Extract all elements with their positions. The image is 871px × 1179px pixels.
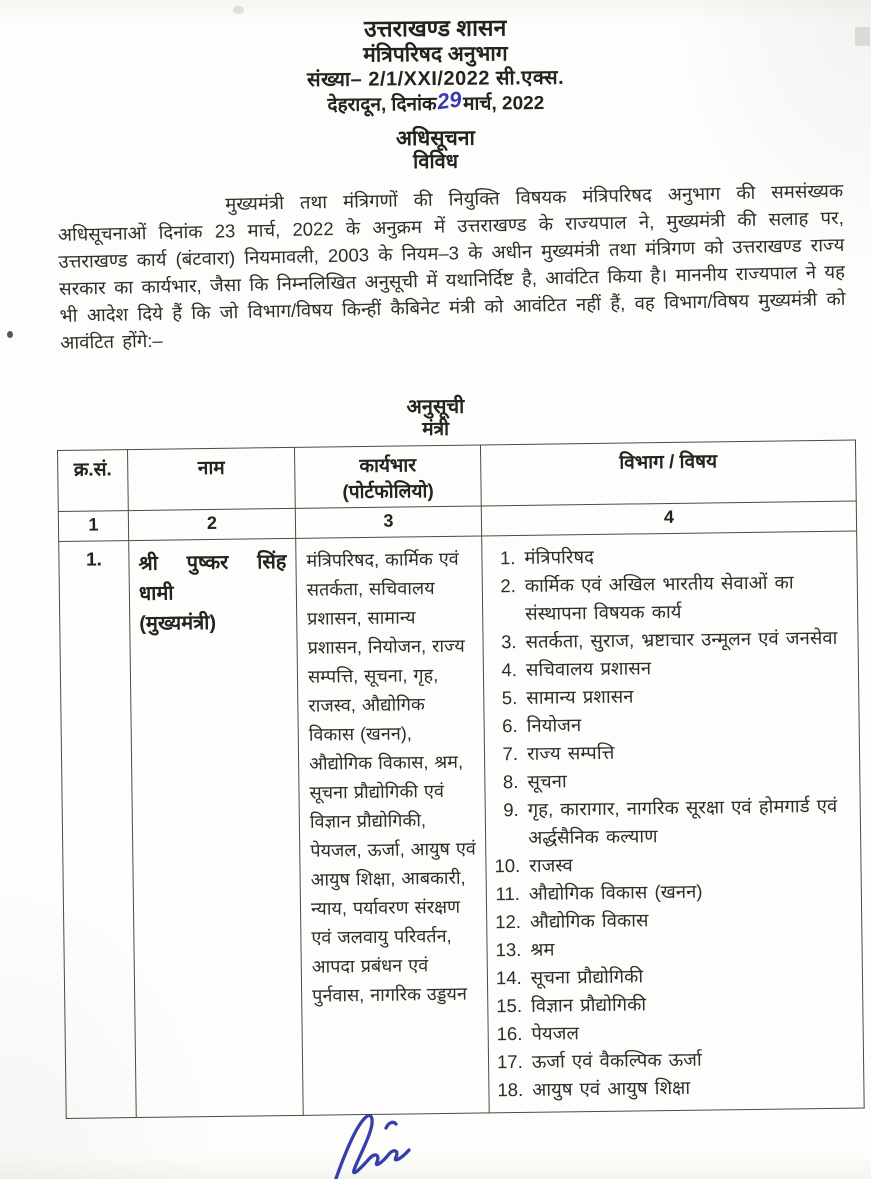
department-item: 5. सामान्य प्रशासन — [501, 685, 634, 709]
header-portfolio-line2: (पोर्टफोलियो) — [342, 481, 434, 504]
header-departments: विभाग / विषय — [480, 440, 856, 506]
notice-title: अधिसूचना — [395, 126, 476, 151]
notice-heading — [0, 124, 871, 177]
place-date-prefix: देहरादून, दिनांक — [327, 93, 437, 116]
table-header-row — [58, 440, 857, 511]
letterhead — [0, 11, 871, 120]
schedule-title: अनुसूची — [406, 395, 465, 419]
department-item: 7. राज्य सम्पत्ति — [502, 741, 615, 765]
minister-name: श्री पुष्कर सिंह धामी — [138, 551, 287, 605]
column-number-3: 3 — [295, 506, 481, 538]
body-paragraph: मुख्यमंत्री तथा मंत्रिगणों की नियुक्ति विषयक मंत्रिपरिषद अनुभाग की समसंख्यक अधिसूचनाओं दिनांक 23 मार्च, 2022 के अनुक्रम में उत्तराखण्ड के राज्यपाल ने, मुख्यमंत्री की सलाह पर, उत्तराखण्ड कार्य (बंटवारा) नियमावली, 2003 के नियम–3 के अधीन मुख्यमंत्री तथा मंत्रिगण को उत्तराखण्ड राज्य सरकार का कार्यभार, जैसा कि निम्नलिखित अनुसूची में यथानिर्दिष्ट है, आवंटित किया है। माननीय राज्यपाल ने यह भी आदेश दिये हैं कि जो विभाग/विषय किन्हीं कैबिनेट मंत्री को आवंटित नहीं हैं, वह विभाग/विषय मुख्यमंत्री को आवंटित होंगे:– — [57, 179, 846, 353]
department-item: 13. श्रम — [495, 938, 555, 961]
column-number-1: 1 — [58, 511, 128, 542]
header-serial: क्र.सं. — [58, 450, 129, 512]
serial-cell: 1. — [59, 541, 137, 1119]
portfolio-allocation-table — [57, 440, 865, 1119]
department-item: 18. आयुष एवं आयुष शिक्षा — [497, 1076, 691, 1101]
notice-subtitle: विविध — [413, 150, 459, 174]
department-item: 2. कार्मिक एवं अखिल भारतीय सेवाओं का संस्थापना विषयक कार्य — [500, 571, 794, 624]
place-date-suffix: मार्च, 2022 — [462, 93, 545, 115]
department-item: 4. सचिवालय प्रशासन — [501, 657, 652, 681]
department-item: 6. नियोजन — [502, 714, 582, 737]
department-item: 8. सूचना — [502, 770, 567, 793]
departments-list — [490, 540, 857, 1105]
handwritten-day: 29 — [435, 86, 464, 115]
department-item: 14. सूचना प्रौद्योगिकी — [495, 965, 644, 989]
scan-artifact — [233, 6, 244, 14]
section-name: मंत्रिपरिषद अनुभाग — [363, 42, 508, 67]
department-item: 17. ऊर्जा एवं वैकल्पिक ऊर्जा — [496, 1048, 702, 1073]
department-item: 9. गृह, कारागार, नागरिक सूरक्षा एवं होमगार्ड एवं अर्द्धसैनिक कल्याण — [503, 794, 838, 848]
department-item: 3. सतर्कता, सुराज, भ्रष्टाचार उन्मूलन एवं जनसेवा — [500, 626, 838, 653]
header-portfolio — [294, 445, 481, 508]
department-item: 15. विज्ञान प्रौद्योगिकी — [496, 993, 647, 1017]
department-item: 10. राजस्व — [494, 854, 573, 877]
table-row — [59, 531, 864, 1118]
header-portfolio-line1: कार्यभार — [359, 455, 417, 478]
schedule-subtitle: मंत्री — [422, 418, 450, 441]
department-item: 1. मंत्रिपरिषद — [499, 545, 595, 569]
reference-number: संख्या– 2/1/XXI/2022 सी.एक्स. — [306, 66, 565, 92]
column-number-2: 2 — [128, 508, 295, 540]
portfolio-cell: मंत्रिपरिषद, कार्मिक एवं सतर्कता, सचिवालय प्रशासन, सामान्य प्रशासन, नियोजन, राज्य सम्पत्ति, सूचना, गृह, राजस्व, औद्योगिक विकास (खनन), औद्योगिक विकास, श्रम, सूचना प्रौद्योगिकी एवं विज्ञान प्रौद्योगिकी, पेयजल, ऊर्जा, आयुष एवं आयुष शिक्षा, आबकारी, न्याय, पर्यावरण संरक्षण एवं जलवायु परिवर्तन, आपदा प्रबंधन एवं पुर्नवास, नागरिक उड्डयन — [296, 536, 490, 1115]
schedule-heading — [0, 392, 871, 444]
minister-designation: (मुख्यमंत्री) — [139, 611, 217, 635]
scan-artifact — [7, 331, 13, 338]
government-name: उत्तराखण्ड शासन — [363, 14, 507, 42]
header-name: नाम — [128, 447, 296, 510]
departments-cell — [482, 531, 865, 1113]
department-item: 16. पेयजल — [496, 1022, 580, 1045]
minister-name-cell — [129, 538, 304, 1117]
department-item: 11. औद्योगिक विकास (खनन) — [495, 880, 703, 905]
department-item: 12. औद्योगिक विकास — [495, 909, 649, 933]
column-number-4: 4 — [481, 501, 856, 536]
handwritten-signature — [296, 1097, 501, 1179]
signature-accent-stroke — [386, 1122, 396, 1128]
